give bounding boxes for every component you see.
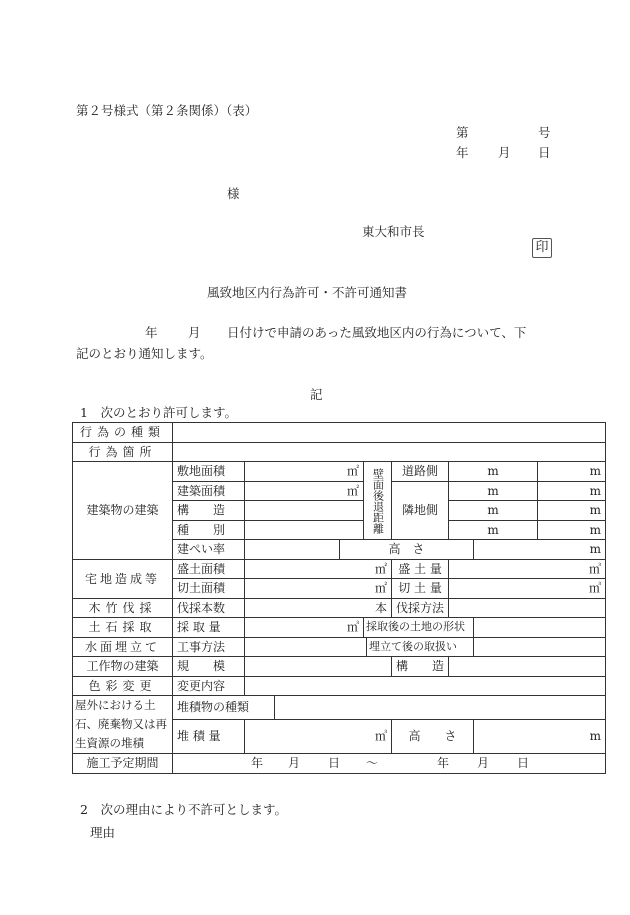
action-place-field[interactable] <box>173 442 606 462</box>
permit-details-table <box>72 422 606 774</box>
table-row <box>73 618 606 638</box>
label-fill-volume: 盛 土 量 <box>392 559 449 579</box>
schedule-month-end: 月 <box>477 756 490 770</box>
doc-number-dai: 第 <box>456 125 469 140</box>
row-label-water: 水面埋立て <box>73 637 173 657</box>
intro-text-line2: 記のとおり通知します。 <box>76 346 213 361</box>
label-post-shape: 採取後の土地の形状 <box>364 618 474 638</box>
unit-m: m <box>538 481 606 501</box>
issuer-name: 東大和市長 <box>362 224 425 239</box>
row-label-land-dev: 宅地造成等 <box>73 559 173 598</box>
row-label-bamboo: 木竹伐採 <box>73 598 173 618</box>
table-row <box>73 637 606 657</box>
label-site-area: 敷地面積 <box>173 462 245 482</box>
structure2-field[interactable] <box>449 657 606 677</box>
unit-cubic: ㎥ <box>245 618 364 638</box>
unit-m: m <box>538 462 606 482</box>
label-fill-area: 盛土面積 <box>173 559 245 579</box>
document-title: 風致地区内行為許可・不許可通知書 <box>207 285 408 300</box>
row-label-schedule: 施工予定期間 <box>73 754 173 774</box>
date-year-label: 年 <box>456 145 469 160</box>
row-label-soil: 土石採取 <box>73 618 173 638</box>
table-row <box>73 598 606 618</box>
schedule-year-end: 年 <box>437 756 450 770</box>
intro-text-line1: 日付けで申請のあった風致地区内の行為について、下 <box>227 325 527 340</box>
ki-label: 記 <box>310 387 323 402</box>
table-row <box>73 696 606 720</box>
unit-m: m <box>538 501 606 521</box>
label-cut-count: 伐採本数 <box>173 598 245 618</box>
label-road-side: 道路側 <box>392 462 449 482</box>
form-number-label: 第２号様式（第２条関係）（表） <box>76 103 258 118</box>
table-row <box>73 559 606 579</box>
label-pile-kind: 堆積物の種類 <box>173 696 275 720</box>
row-label-action-type: 行為の種類 <box>73 423 173 443</box>
unit-m: m <box>474 540 606 560</box>
intro-year: 年 <box>145 325 158 340</box>
schedule-field[interactable] <box>173 754 606 774</box>
label-wall-setback: 壁面後退距離 <box>364 462 392 540</box>
label-kind: 種 別 <box>173 520 245 540</box>
table-row <box>73 462 606 482</box>
schedule-year-start: 年 <box>251 756 264 770</box>
table-row <box>73 676 606 696</box>
row-label-color: 色彩変更 <box>73 676 173 696</box>
schedule-month-start: 月 <box>288 756 301 770</box>
unit-hon: 本 <box>245 598 392 618</box>
unit-sqm: ㎡ <box>245 559 392 579</box>
unit-m: m <box>538 520 606 540</box>
cut-method-field[interactable] <box>449 598 606 618</box>
unit-cubic: ㎥ <box>245 719 392 753</box>
label-build-area: 建築面積 <box>173 481 245 501</box>
label-structure2: 構 造 <box>392 657 449 677</box>
unit-cubic: ㎥ <box>449 559 606 579</box>
schedule-tilde: ～ <box>366 756 379 770</box>
table-row <box>73 442 606 462</box>
doc-number-go: 号 <box>538 125 551 140</box>
unit-m: m <box>449 481 538 501</box>
row-label-outdoor-pile: 屋外における土石、廃棄物又は再生資源の堆積 <box>73 696 173 754</box>
label-cut-area: 切土面積 <box>173 579 245 599</box>
work-method-field[interactable] <box>245 637 367 657</box>
table-row <box>73 657 606 677</box>
change-content-field[interactable] <box>245 676 606 696</box>
label-coverage: 建ぺい率 <box>173 540 245 560</box>
unit-sqm: ㎡ <box>245 462 364 482</box>
addressee-suffix: 様 <box>227 186 240 201</box>
row-label-building: 建築物の建築 <box>73 462 173 560</box>
unit-cubic: ㎥ <box>449 579 606 599</box>
action-type-field[interactable] <box>173 423 606 443</box>
unit-m: m <box>474 719 606 753</box>
pile-kind-field[interactable] <box>275 696 606 720</box>
coverage-field[interactable] <box>245 540 340 560</box>
schedule-day-start: 日 <box>328 756 341 770</box>
date-day-label: 日 <box>538 145 551 160</box>
label-post-landfill: 埋立て後の取扱い <box>367 637 474 657</box>
seal-mark: 印 <box>532 238 552 258</box>
label-change-content: 変更内容 <box>173 676 245 696</box>
post-shape-field[interactable] <box>474 618 606 638</box>
date-month-label: 月 <box>498 145 511 160</box>
table-row <box>73 754 606 774</box>
section1-heading: 1 次のとおり許可します。 <box>80 405 237 420</box>
schedule-day-end: 日 <box>517 756 530 770</box>
label-structure: 構 造 <box>173 501 245 521</box>
kind-field[interactable] <box>245 520 364 540</box>
unit-m: m <box>449 462 538 482</box>
table-row <box>73 423 606 443</box>
structure-field[interactable] <box>245 501 364 521</box>
row-label-structure-build: 工作物の建築 <box>73 657 173 677</box>
label-scale: 規 模 <box>173 657 245 677</box>
intro-month: 月 <box>188 325 201 340</box>
label-cut-volume: 切 土 量 <box>392 579 449 599</box>
scale-field[interactable] <box>245 657 392 677</box>
unit-sqm: ㎡ <box>245 481 364 501</box>
label-cut-method: 伐採方法 <box>392 598 449 618</box>
label-work-method: 工事方法 <box>173 637 245 657</box>
label-pile-height: 高 さ <box>392 719 474 753</box>
unit-m: m <box>449 520 538 540</box>
unit-sqm: ㎡ <box>245 579 392 599</box>
label-extract-volume: 採 取 量 <box>173 618 245 638</box>
reason-label: 理由 <box>90 825 116 840</box>
row-label-action-place: 行為箇所 <box>73 442 173 462</box>
unit-m: m <box>449 501 538 521</box>
label-pile-volume: 堆 積 量 <box>173 719 245 753</box>
label-adjacent-side: 隣地側 <box>392 481 449 540</box>
label-height: 高 さ <box>340 540 474 560</box>
post-landfill-field[interactable] <box>474 637 606 657</box>
section2-heading: 2 次の理由により不許可とします。 <box>80 802 287 817</box>
